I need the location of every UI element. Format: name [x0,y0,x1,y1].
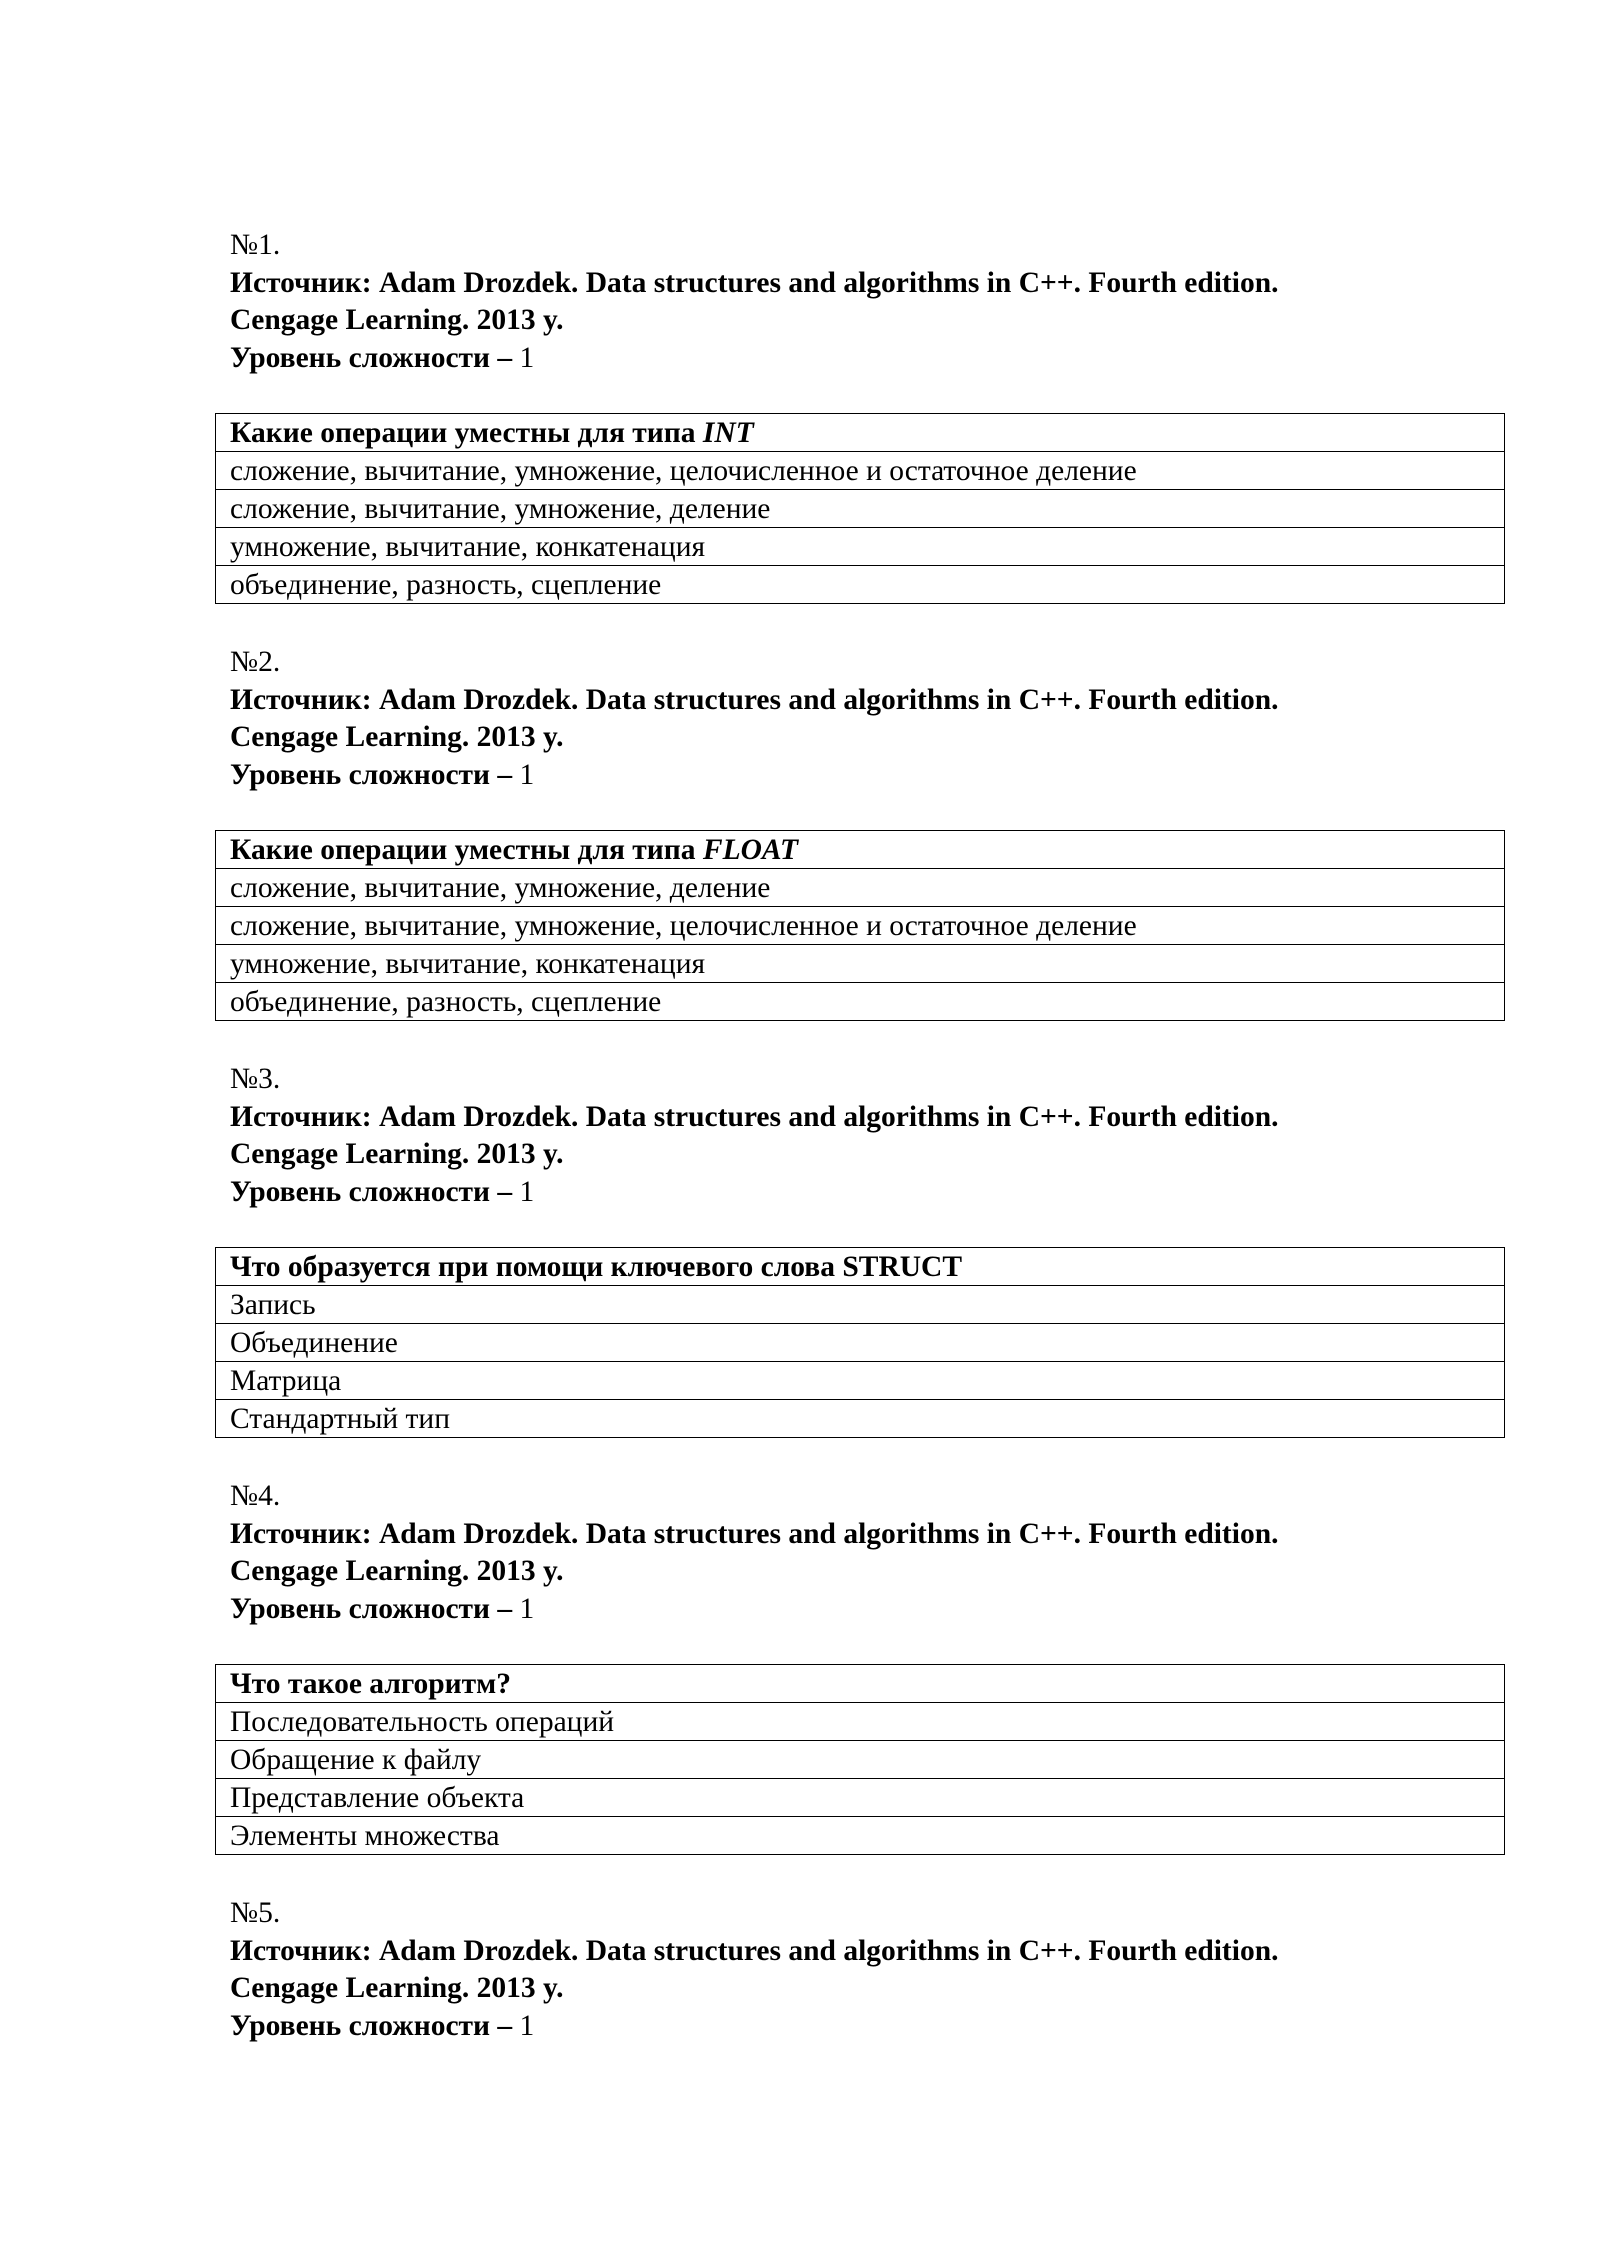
question-block-3 [215,1061,1505,1438]
difficulty-label: Уровень сложности – [230,1592,513,1625]
difficulty-label: Уровень сложности – [230,2009,513,2042]
source-title: Adam Drozdek. Data structures and algorithms in C++. Fourth edition. [371,683,1279,716]
difficulty-label: Уровень сложности – [230,341,513,374]
question-table [215,413,1505,604]
difficulty-line [230,757,1505,795]
question-text-main: Какие операции уместны для типа [230,416,703,449]
answer-row [216,452,1505,490]
difficulty-line [230,1591,1505,1629]
question-header [215,227,1505,377]
question-number: №1. [230,229,281,261]
question-block-1 [215,227,1505,604]
answer-option: сложение, вычитание, умножение, целочисленное и остаточное деление [216,907,1505,945]
question-number: №2. [230,646,281,678]
question-header [215,1478,1505,1628]
question-text [216,1248,1505,1286]
difficulty-label: Уровень сложности – [230,758,513,791]
answer-row [216,907,1505,945]
answer-option: сложение, вычитание, умножение, деление [216,869,1505,907]
source-label: Источник: [230,266,372,299]
question-row [216,1665,1505,1703]
answer-option: Представление объекта [216,1779,1505,1817]
source-label: Источник: [230,1934,372,1967]
question-header [215,644,1505,794]
question-text-main: Что образуется при помощи ключевого слова STRUCT [230,1250,963,1283]
difficulty-value: 1 [512,1175,535,1208]
question-text [216,1665,1505,1703]
answer-option: Стандартный тип [216,1400,1505,1438]
answer-row [216,1779,1505,1817]
difficulty-value: 1 [512,758,535,791]
answer-option: умножение, вычитание, конкатенация [216,945,1505,983]
answer-option: Матрица [216,1362,1505,1400]
answer-row [216,983,1505,1021]
question-table [215,1247,1505,1438]
difficulty-line [230,2008,1505,2046]
question-text-main: Какие операции уместны для типа [230,833,703,866]
answer-option: Обращение к файлу [216,1741,1505,1779]
difficulty-label: Уровень сложности – [230,1175,513,1208]
answer-option: объединение, разность, сцепление [216,983,1505,1021]
source-label: Источник: [230,1517,372,1550]
source-line [230,1933,1505,1971]
source-title: Adam Drozdek. Data structures and algorithms in C++. Fourth edition. [371,266,1279,299]
source-line [230,265,1505,303]
answer-row [216,1324,1505,1362]
answer-option: объединение, разность, сцепление [216,566,1505,604]
difficulty-value: 1 [512,341,535,374]
question-text-emphasis: FLOAT [702,833,798,866]
answer-option: сложение, вычитание, умножение, целочисленное и остаточное деление [216,452,1505,490]
source-line [230,682,1505,720]
source-publisher: Cengage Learning. 2013 y. [230,304,564,336]
question-table [215,1664,1505,1855]
question-text [216,414,1505,452]
difficulty-value: 1 [512,1592,535,1625]
difficulty-line [230,1174,1505,1212]
answer-row [216,869,1505,907]
answer-row [216,1741,1505,1779]
question-header [215,1895,1505,2045]
question-block-4 [215,1478,1505,1855]
source-line [230,1099,1505,1137]
answer-option: Последовательность операций [216,1703,1505,1741]
question-row [216,414,1505,452]
question-number: №4. [230,1480,281,1512]
question-block-2 [215,644,1505,1021]
difficulty-value: 1 [512,2009,535,2042]
source-publisher: Cengage Learning. 2013 y. [230,721,564,753]
answer-row [216,490,1505,528]
answer-row [216,1817,1505,1855]
source-title: Adam Drozdek. Data structures and algorithms in C++. Fourth edition. [371,1517,1279,1550]
question-text-emphasis: INT [702,416,754,449]
answer-option: Объединение [216,1324,1505,1362]
source-publisher: Cengage Learning. 2013 y. [230,1972,564,2004]
answer-row [216,566,1505,604]
answer-row [216,1400,1505,1438]
source-title: Adam Drozdek. Data structures and algorithms in C++. Fourth edition. [371,1934,1279,1967]
question-block-5 [215,1895,1505,2045]
answer-row [216,1703,1505,1741]
answer-option: Запись [216,1286,1505,1324]
question-row [216,831,1505,869]
source-publisher: Cengage Learning. 2013 y. [230,1555,564,1587]
question-table [215,830,1505,1021]
source-label: Источник: [230,1100,372,1133]
question-number: №3. [230,1063,281,1095]
question-text-main: Что такое алгоритм? [230,1667,512,1700]
difficulty-line [230,340,1505,378]
question-row [216,1248,1505,1286]
source-line [230,1516,1505,1554]
answer-row [216,1286,1505,1324]
source-publisher: Cengage Learning. 2013 y. [230,1138,564,1170]
answer-row [216,945,1505,983]
source-title: Adam Drozdek. Data structures and algorithms in C++. Fourth edition. [371,1100,1279,1133]
answer-row [216,528,1505,566]
answer-option: Элементы множества [216,1817,1505,1855]
question-text [216,831,1505,869]
answer-option: умножение, вычитание, конкатенация [216,528,1505,566]
source-label: Источник: [230,683,372,716]
answer-option: сложение, вычитание, умножение, деление [216,490,1505,528]
question-header [215,1061,1505,1211]
answer-row [216,1362,1505,1400]
question-number: №5. [230,1897,281,1929]
